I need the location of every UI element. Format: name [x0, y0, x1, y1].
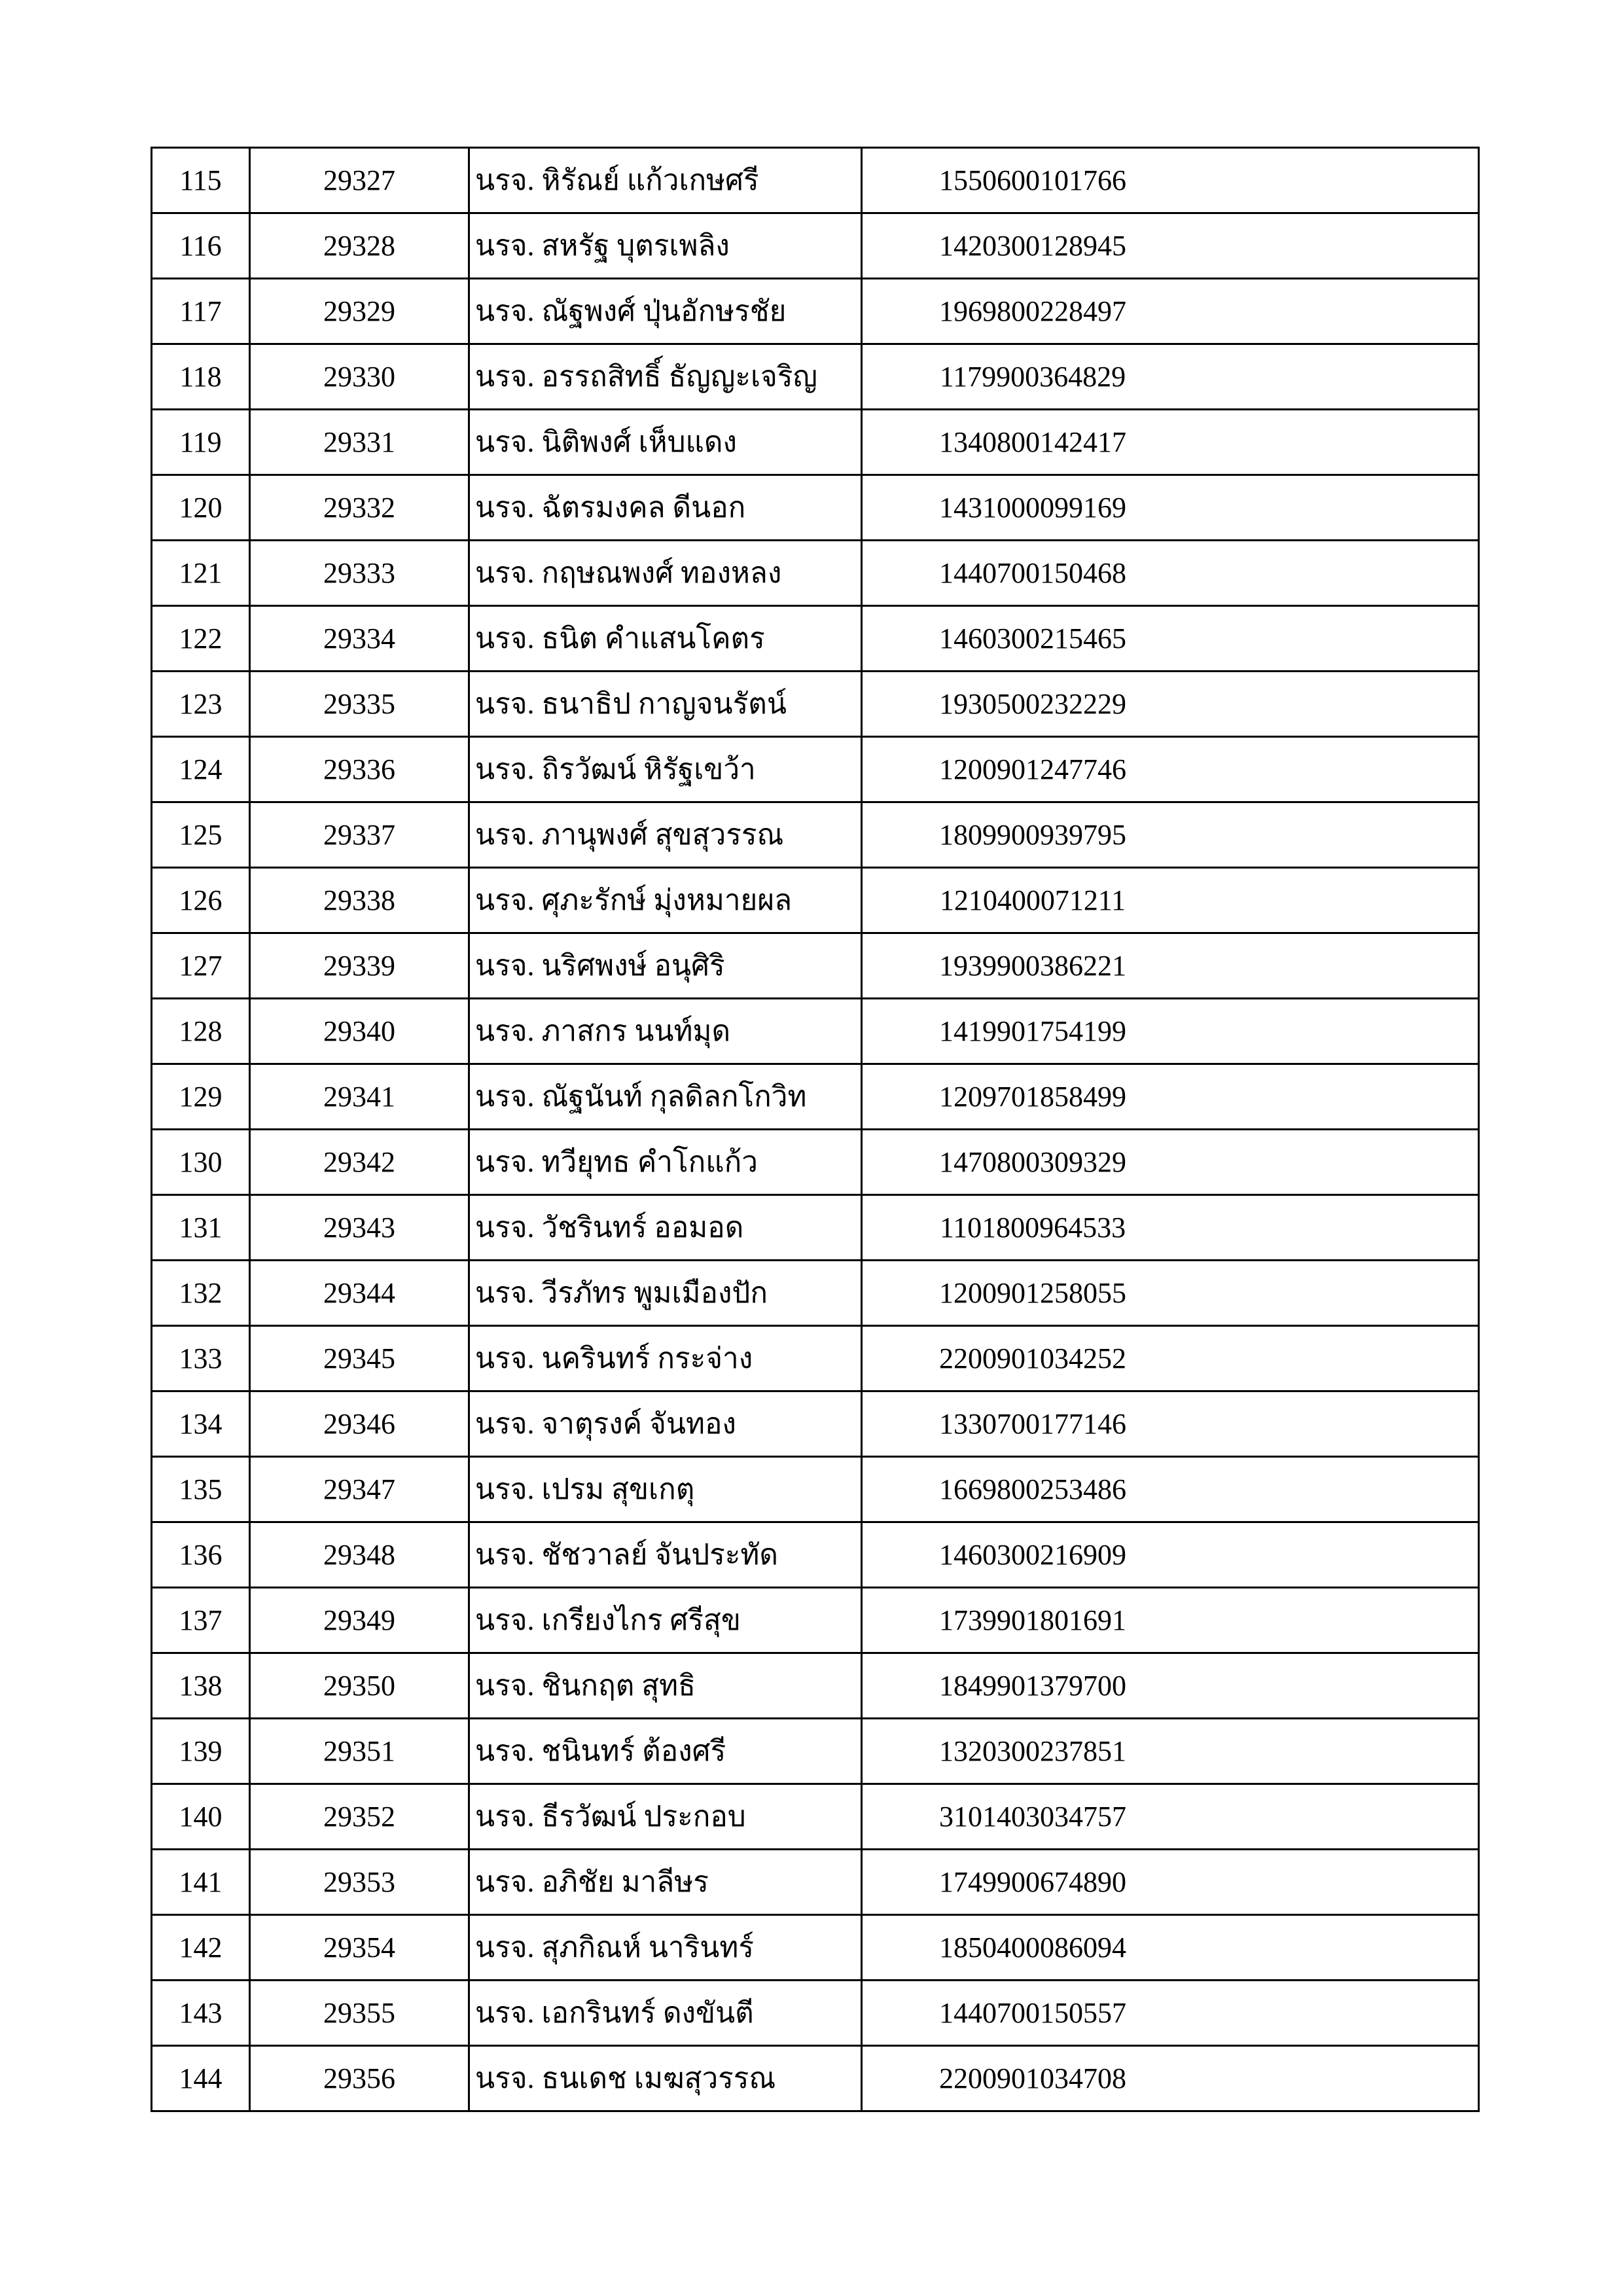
student-name: นรจ. จาตุรงค์ จันทอง [469, 1391, 862, 1457]
student-code: 29342 [250, 1130, 469, 1195]
row-number: 125 [152, 802, 250, 868]
national-id: 2200901034252 [862, 1326, 1479, 1391]
student-name: นรจ. นครินทร์ กระจ่าง [469, 1326, 862, 1391]
national-id: 1440700150468 [862, 541, 1479, 606]
national-id: 1431000099169 [862, 475, 1479, 541]
student-code: 29350 [250, 1653, 469, 1719]
student-code: 29329 [250, 279, 469, 344]
student-name: นรจ. เกรียงไกร ศรีสุข [469, 1588, 862, 1653]
student-code: 29332 [250, 475, 469, 541]
student-name: นรจ. กฤษณพงศ์ ทองหลง [469, 541, 862, 606]
student-name: นรจ. ชินกฤต สุทธิ [469, 1653, 862, 1719]
table-row [152, 737, 1479, 802]
row-number: 129 [152, 1064, 250, 1130]
student-name: นรจ. สุภกิณห์ นารินทร์ [469, 1915, 862, 1981]
table-row [152, 1064, 1479, 1130]
student-code: 29327 [250, 148, 469, 213]
row-number: 140 [152, 1784, 250, 1850]
table-row [152, 999, 1479, 1064]
national-id: 1340800142417 [862, 410, 1479, 475]
row-number: 137 [152, 1588, 250, 1653]
table-row [152, 475, 1479, 541]
national-id: 1440700150557 [862, 1981, 1479, 2046]
student-name: นรจ. ทวียุทธ คำโกแก้ว [469, 1130, 862, 1195]
national-id: 1809900939795 [862, 802, 1479, 868]
table-row [152, 1784, 1479, 1850]
national-id: 1849901379700 [862, 1653, 1479, 1719]
row-number: 124 [152, 737, 250, 802]
student-code: 29345 [250, 1326, 469, 1391]
student-name: นรจ. ชัชวาลย์ จันประทัด [469, 1522, 862, 1588]
student-name: นรจ. เอกรินทร์ ดงขันตี [469, 1981, 862, 2046]
student-code: 29354 [250, 1915, 469, 1981]
row-number: 144 [152, 2046, 250, 2111]
student-code: 29349 [250, 1588, 469, 1653]
row-number: 116 [152, 213, 250, 279]
table-row [152, 1391, 1479, 1457]
row-number: 115 [152, 148, 250, 213]
table-row [152, 933, 1479, 999]
national-id: 1209701858499 [862, 1064, 1479, 1130]
student-code: 29353 [250, 1850, 469, 1915]
student-name: นรจ. สหรัฐ บุตรเพลิง [469, 213, 862, 279]
table-row [152, 148, 1479, 213]
row-number: 143 [152, 1981, 250, 2046]
national-id: 1749900674890 [862, 1850, 1479, 1915]
table-row [152, 1457, 1479, 1522]
student-name: นรจ. ถิรวัฒน์ หิรัฐเขว้า [469, 737, 862, 802]
row-number: 142 [152, 1915, 250, 1981]
table-row [152, 213, 1479, 279]
table-row [152, 1195, 1479, 1261]
student-name: นรจ. ภาสกร นนท์มุด [469, 999, 862, 1064]
row-number: 141 [152, 1850, 250, 1915]
national-id: 1320300237851 [862, 1719, 1479, 1784]
student-code: 29348 [250, 1522, 469, 1588]
national-id: 1669800253486 [862, 1457, 1479, 1522]
student-name: นรจ. ฉัตรมงคล ดีนอก [469, 475, 862, 541]
row-number: 135 [152, 1457, 250, 1522]
student-code: 29346 [250, 1391, 469, 1457]
student-code: 29343 [250, 1195, 469, 1261]
national-id: 1101800964533 [862, 1195, 1479, 1261]
student-name: นรจ. อภิชัย มาลีษร [469, 1850, 862, 1915]
row-number: 139 [152, 1719, 250, 1784]
student-code: 29339 [250, 933, 469, 999]
table-row [152, 1653, 1479, 1719]
student-code: 29336 [250, 737, 469, 802]
student-code: 29351 [250, 1719, 469, 1784]
table-row [152, 1261, 1479, 1326]
student-code: 29335 [250, 672, 469, 737]
national-id: 2200901034708 [862, 2046, 1479, 2111]
table-row [152, 868, 1479, 933]
national-id: 1330700177146 [862, 1391, 1479, 1457]
national-id: 1210400071211 [862, 868, 1479, 933]
table-row [152, 1915, 1479, 1981]
student-code: 29334 [250, 606, 469, 672]
table-row [152, 1850, 1479, 1915]
row-number: 117 [152, 279, 250, 344]
student-name: นรจ. ธนิต คำแสนโคตร [469, 606, 862, 672]
national-id: 1850400086094 [862, 1915, 1479, 1981]
student-code: 29344 [250, 1261, 469, 1326]
student-name: นรจ. นริศพงษ์ อนุศิริ [469, 933, 862, 999]
student-name: นรจ. วีรภัทร พูมเมืองปัก [469, 1261, 862, 1326]
student-code: 29341 [250, 1064, 469, 1130]
table-row [152, 2046, 1479, 2111]
row-number: 130 [152, 1130, 250, 1195]
table-row [152, 541, 1479, 606]
national-id: 1550600101766 [862, 148, 1479, 213]
student-code: 29352 [250, 1784, 469, 1850]
roster-table-body [152, 148, 1479, 2111]
student-name: นรจ. ธนาธิป กาญจนรัตน์ [469, 672, 862, 737]
national-id: 1179900364829 [862, 344, 1479, 410]
student-name: นรจ. ศุภะรักษ์ มุ่งหมายผล [469, 868, 862, 933]
row-number: 132 [152, 1261, 250, 1326]
row-number: 128 [152, 999, 250, 1064]
table-row [152, 606, 1479, 672]
row-number: 133 [152, 1326, 250, 1391]
table-row [152, 344, 1479, 410]
table-row [152, 279, 1479, 344]
national-id: 1200901258055 [862, 1261, 1479, 1326]
student-code: 29347 [250, 1457, 469, 1522]
national-id: 1939900386221 [862, 933, 1479, 999]
table-row [152, 1981, 1479, 2046]
student-name: นรจ. ณัฐนันท์ กุลดิลกโกวิท [469, 1064, 862, 1130]
national-id: 1460300215465 [862, 606, 1479, 672]
student-code: 29356 [250, 2046, 469, 2111]
row-number: 122 [152, 606, 250, 672]
student-code: 29333 [250, 541, 469, 606]
national-id: 1200901247746 [862, 737, 1479, 802]
student-name: นรจ. ธีรวัฒน์ ประกอบ [469, 1784, 862, 1850]
student-name: นรจ. ชนินทร์ ต้องศรี [469, 1719, 862, 1784]
national-id: 1739901801691 [862, 1588, 1479, 1653]
row-number: 126 [152, 868, 250, 933]
table-row [152, 1326, 1479, 1391]
table-row [152, 802, 1479, 868]
student-code: 29340 [250, 999, 469, 1064]
row-number: 127 [152, 933, 250, 999]
row-number: 118 [152, 344, 250, 410]
student-code: 29331 [250, 410, 469, 475]
row-number: 120 [152, 475, 250, 541]
student-code: 29338 [250, 868, 469, 933]
row-number: 119 [152, 410, 250, 475]
national-id: 1420300128945 [862, 213, 1479, 279]
national-id: 3101403034757 [862, 1784, 1479, 1850]
table-row [152, 1719, 1479, 1784]
row-number: 134 [152, 1391, 250, 1457]
row-number: 138 [152, 1653, 250, 1719]
table-row [152, 410, 1479, 475]
national-id: 1969800228497 [862, 279, 1479, 344]
student-code: 29355 [250, 1981, 469, 2046]
student-name: นรจ. หิรัณย์ แก้วเกษศรี [469, 148, 862, 213]
national-id: 1460300216909 [862, 1522, 1479, 1588]
student-name: นรจ. ภานุพงศ์ สุขสุวรรณ [469, 802, 862, 868]
student-name: นรจ. วัชรินทร์ ออมอด [469, 1195, 862, 1261]
table-row [152, 672, 1479, 737]
row-number: 131 [152, 1195, 250, 1261]
table-row [152, 1130, 1479, 1195]
roster-table [151, 147, 1480, 2112]
national-id: 1470800309329 [862, 1130, 1479, 1195]
student-name: นรจ. ณัฐพงศ์ ปุ่นอักษรชัย [469, 279, 862, 344]
student-name: นรจ. เปรม สุขเกตุ [469, 1457, 862, 1522]
student-name: นรจ. ธนเดช เมฆสุวรรณ [469, 2046, 862, 2111]
table-row [152, 1522, 1479, 1588]
national-id: 1419901754199 [862, 999, 1479, 1064]
student-code: 29337 [250, 802, 469, 868]
row-number: 136 [152, 1522, 250, 1588]
student-name: นรจ. นิติพงศ์ เห็บแดง [469, 410, 862, 475]
national-id: 1930500232229 [862, 672, 1479, 737]
row-number: 121 [152, 541, 250, 606]
row-number: 123 [152, 672, 250, 737]
student-name: นรจ. อรรถสิทธิ์ ธัญญะเจริญ [469, 344, 862, 410]
table-row [152, 1588, 1479, 1653]
student-code: 29330 [250, 344, 469, 410]
student-code: 29328 [250, 213, 469, 279]
